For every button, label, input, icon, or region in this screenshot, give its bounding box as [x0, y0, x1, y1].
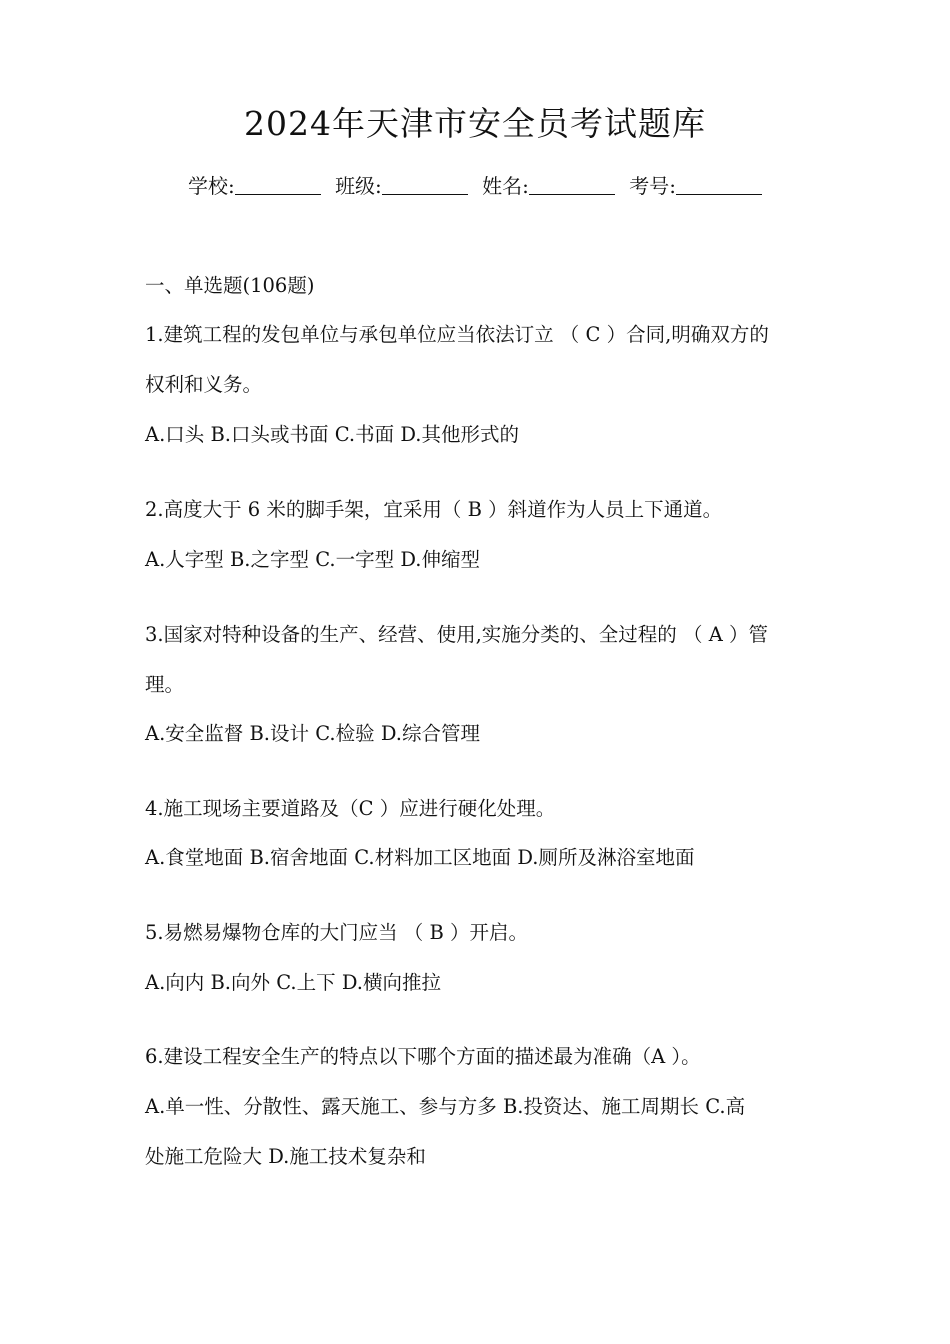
question-2-stem-line-1: 2.高度大于 6 米的脚手架，宜采用（ B ）斜道作为人员上下通道。	[145, 498, 723, 521]
question-4-options: A.食堂地面 B.宿舍地面 C.材料加工区地面 D.厕所及淋浴室地面	[145, 846, 695, 869]
student-info-line	[0, 171, 950, 201]
question-3-options: A.安全监督 B.设计 C.检验 D.综合管理	[145, 722, 480, 745]
question-1-stem-line-2: 权利和义务。	[145, 373, 263, 396]
school-field	[188, 171, 321, 201]
class-field	[335, 171, 468, 201]
school-label: 学校:	[187, 174, 235, 198]
document-title: 2024年天津市安全员考试题库	[244, 104, 706, 143]
question-6-options-line-2: 处施工危险大 D.施工技术复杂和	[145, 1145, 426, 1168]
class-label: 班级:	[335, 174, 382, 198]
question-1-stem-line-1: 1.建筑工程的发包单位与承包单位应当依法订立 （ C ）合同,明确双方的	[145, 323, 769, 346]
exam-number-label: 考号:	[629, 174, 677, 198]
class-blank	[382, 174, 468, 195]
name-label: 姓名:	[482, 174, 529, 198]
question-3-stem-line-2: 理。	[145, 673, 185, 696]
question-4-stem-line-1: 4.施工现场主要道路及（C ）应进行硬化处理。	[145, 797, 556, 820]
name-field	[482, 171, 615, 201]
question-6-options-line-1: A.单一性、分散性、露天施工、参与方多 B.投资达、施工周期长 C.高	[145, 1095, 746, 1118]
question-6-stem-line-1: 6.建设工程安全生产的特点以下哪个方面的描述最为准确（A ）。	[145, 1045, 701, 1068]
name-blank	[529, 174, 615, 195]
school-blank	[235, 174, 321, 195]
question-5-options: A.向内 B.向外 C.上下 D.横向推拉	[145, 971, 441, 994]
question-1-options: A.口头 B.口头或书面 C.书面 D.其他形式的	[145, 423, 519, 446]
question-3-stem-line-1: 3.国家对特种设备的生产、经营、使用,实施分类的、全过程的 （ A ）管	[145, 623, 768, 646]
exam-number-field	[629, 171, 762, 201]
exam-number-blank	[676, 174, 762, 195]
question-5-stem-line-1: 5.易燃易爆物仓库的大门应当 （ B ）开启。	[145, 921, 529, 944]
section-heading: 一、单选题(106题)	[145, 274, 315, 297]
question-2-options: A.人字型 B.之字型 C.一字型 D.伸缩型	[145, 548, 480, 571]
